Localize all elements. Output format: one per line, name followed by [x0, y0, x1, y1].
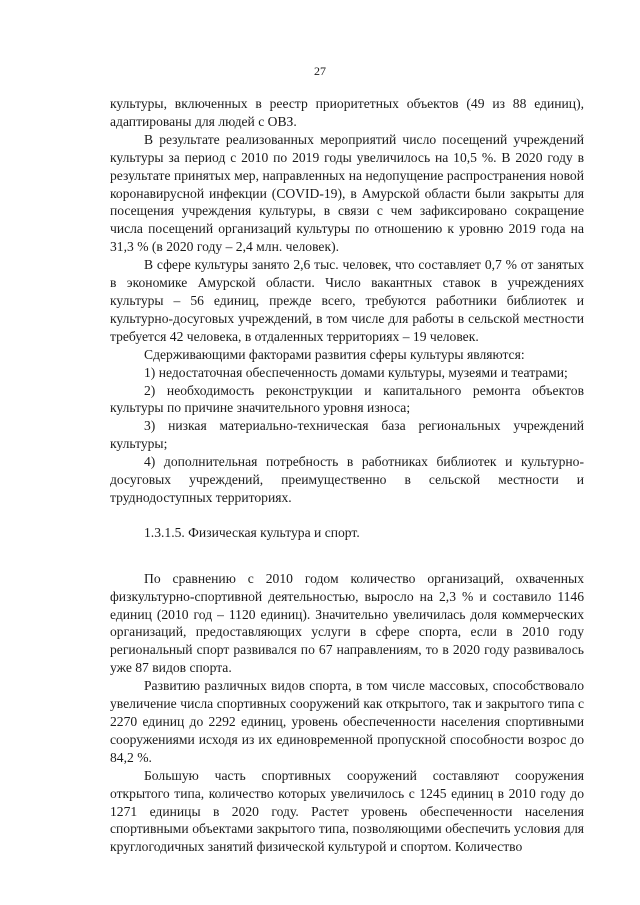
paragraph: 4) дополнительная потребность в работниках библиотек и культурно-досуговых учреждений, преимущественно в сельской местности и труднодоступных территориях.	[110, 454, 584, 505]
paragraph: 3) низкая материально-техническая база региональных учреждений культуры;	[110, 418, 584, 452]
section-heading: 1.3.1.5. Физическая культура и спорт.	[144, 524, 360, 540]
paragraph: Развитию различных видов спорта, в том числе массовых, способствовало увеличение числа спортивных сооружений как открытого, так и закрытого типа с 2270 единиц до 2292 единиц, уровень обеспеченности населения спортивными сооружениями исходя из их единовременной пропускной способности возрос до 84,2 %.	[110, 678, 584, 765]
paragraph: Большую часть спортивных сооружений составляют сооружения открытого типа, количество которых увеличилось с 1245 единиц в 2010 году до 1271 единицы в 2020 году. Растет уровень обеспеченности населения спортивными объектами закрытого типа, позволяющими обеспечить условия для круглогодичных занятий физической культурой и спортом. Количество	[110, 767, 584, 855]
paragraph: 1) недостаточная обеспеченность домами культуры, музеями и театрами;	[144, 364, 568, 380]
document-body	[110, 95, 584, 856]
paragraph: В результате реализованных мероприятий число посещений учреждений культуры за период с 2010 по 2019 годы увеличилось на 10,5 %. В 2020 году в результате принятых мер, направленных на недопущение распространения новой коронавирусной инфекции (COVID-19), в Амурской области были закрыты для посещения учреждения культуры, в связи с чем зафиксировано сокращение числа посещений организаций культуры по отношению к уровню 2019 года на 31,3 % (в 2020 году – 2,4 млн. человек).	[110, 131, 584, 255]
paragraph: Сдерживающими факторами развития сферы культуры являются:	[144, 346, 525, 362]
paragraph: 2) необходимость реконструкции и капитального ремонта объектов культуры по причине значительного уровня износа;	[110, 382, 584, 416]
page-number: 27	[314, 64, 326, 78]
paragraph: В сфере культуры занято 2,6 тыс. человек, что составляет 0,7 % от занятых в экономике Амурской области. Число вакантных ставок в учреждениях культуры – 56 единиц, прежде всего, требуются работники библиотек и культурно-досуговых учреждений, в том числе для работы в сельской местности требуется 42 человека, в отдаленных территориях – 19 человек.	[110, 257, 584, 344]
paragraphs-after-heading	[110, 570, 584, 857]
paragraph: По сравнению с 2010 годом количество организаций, охваченных физкультурно-спортивной деятельностью, выросло на 2,3 % и составило 1146 единиц (2010 год – 1120 единиц). Значительно увеличилась доля коммерческих организаций, предоставляющих услуги в сфере спорта, если в 2010 году региональный спорт развивался по 67 направлениям, то в 2020 году развивалось уже 87 видов спорта.	[110, 570, 584, 676]
paragraph: культуры, включенных в реестр приоритетных объектов (49 из 88 единиц), адаптированы для людей с ОВЗ.	[110, 96, 584, 129]
paragraphs-before-heading	[110, 95, 584, 507]
